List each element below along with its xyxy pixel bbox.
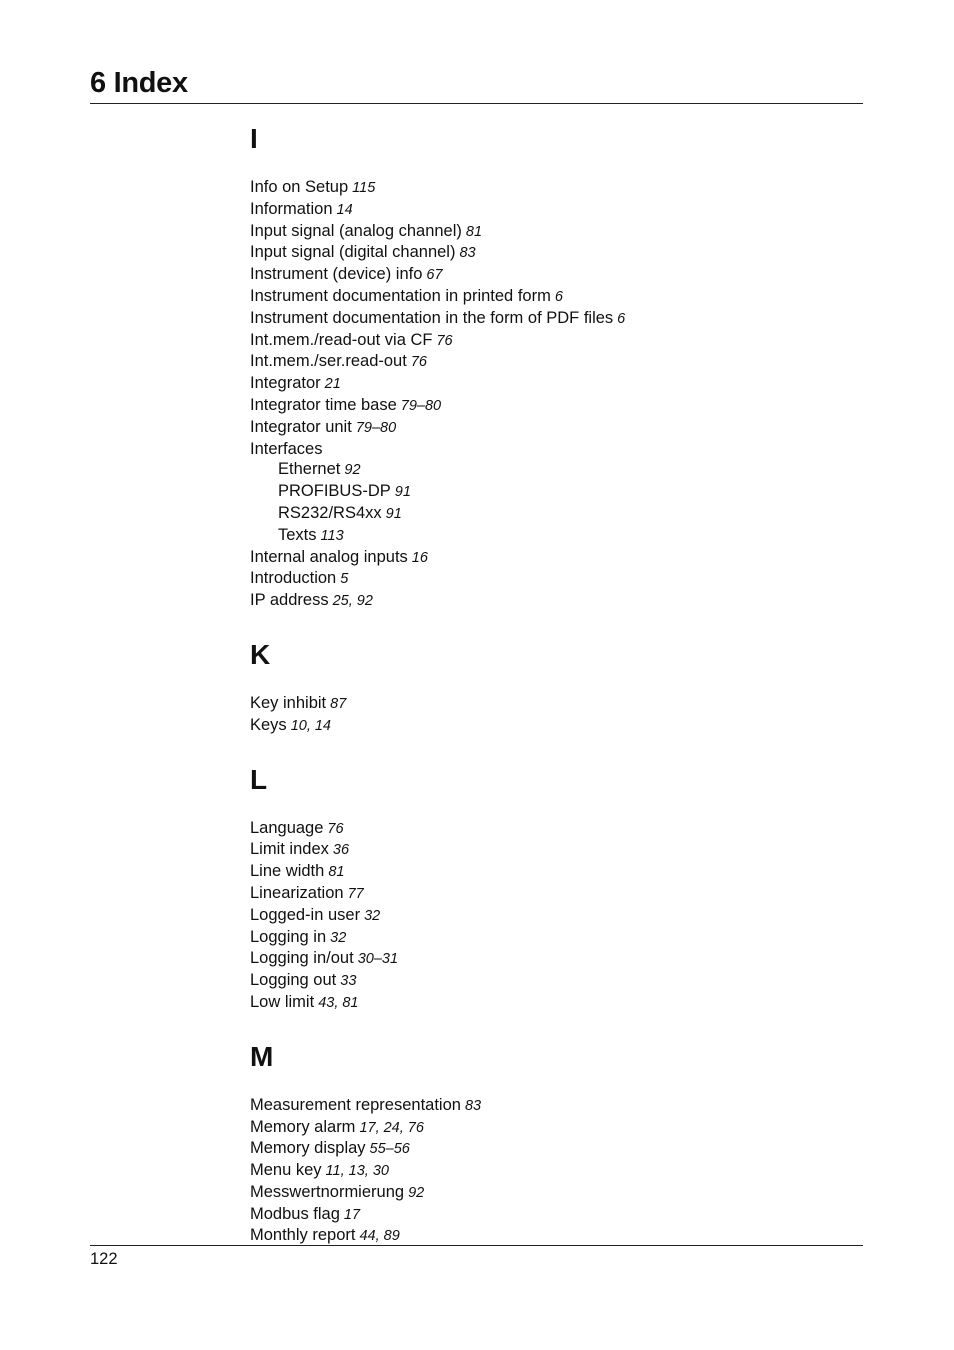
entry-term: Measurement representation: [250, 1095, 461, 1114]
entry-term: Int.mem./read-out via CF: [250, 330, 433, 349]
index-subentry: [250, 459, 850, 481]
entry-term: Instrument (device) info: [250, 265, 423, 284]
index-entry: [250, 439, 850, 460]
index-section-k: [250, 634, 850, 737]
section-letter: I: [250, 123, 258, 154]
index-entry: [250, 417, 850, 439]
entry-term: Memory alarm: [250, 1117, 356, 1136]
entry-term: Int.mem./ser.read-out: [250, 352, 407, 371]
index-entry: [250, 948, 850, 970]
title-divider: [90, 103, 863, 104]
index-entry: [250, 242, 850, 264]
entry-term: Line width: [250, 862, 325, 881]
entry-page-refs[interactable]: 92: [344, 462, 361, 479]
entry-term: Interfaces: [250, 439, 323, 458]
index-entry: [250, 286, 850, 308]
entry-term: Keys: [250, 715, 287, 734]
entry-page-refs[interactable]: 32: [364, 907, 381, 924]
index-entry: [250, 1182, 850, 1204]
index-entry: [250, 590, 850, 612]
index-entry: [250, 861, 850, 883]
index-entry: [250, 177, 850, 199]
entry-page-refs[interactable]: 17: [343, 1206, 361, 1223]
entry-page-refs[interactable]: 6: [617, 310, 626, 327]
entry-term: Internal analog inputs: [250, 547, 408, 566]
entry-page-refs[interactable]: 14: [336, 201, 353, 218]
entry-term: Information: [250, 199, 333, 218]
entry-page-refs[interactable]: 81: [328, 864, 345, 881]
index-entry: [250, 330, 850, 352]
index-entry: [250, 883, 850, 905]
entry-page-refs[interactable]: 91: [385, 505, 402, 522]
index-entry: [250, 927, 850, 949]
index-entry: [250, 373, 850, 395]
entry-term: Input signal (analog channel): [250, 221, 462, 240]
entry-page-refs[interactable]: 36: [332, 842, 350, 859]
index-subentry: [250, 525, 850, 547]
entry-page-refs[interactable]: 11, 13, 30: [325, 1163, 389, 1180]
entry-term: Linearization: [250, 883, 344, 902]
entry-page-refs[interactable]: 6: [554, 288, 563, 305]
entry-term: Logging out: [250, 971, 337, 990]
entry-page-refs[interactable]: 25, 92: [332, 593, 373, 610]
section-letter: K: [250, 638, 271, 670]
entry-page-refs[interactable]: 44, 89: [359, 1228, 400, 1245]
entry-term: Integrator time base: [250, 395, 397, 414]
index-entry: [250, 264, 850, 286]
entry-page-refs[interactable]: 79–80: [355, 419, 397, 436]
entry-page-refs[interactable]: 87: [330, 695, 347, 712]
index-subentry: [250, 481, 850, 503]
index-section-l: [250, 759, 850, 1014]
entry-page-refs[interactable]: 10, 14: [290, 717, 332, 734]
index-entry: [250, 199, 850, 221]
entry-term: Monthly report: [250, 1226, 356, 1245]
entry-term: Messwertnormierung: [250, 1182, 405, 1201]
entry-page-refs[interactable]: 79–80: [400, 397, 442, 414]
entry-term: Introduction: [250, 569, 337, 588]
index-entry: [250, 839, 850, 861]
entry-page-refs[interactable]: 33: [340, 973, 357, 990]
entry-term: Memory display: [250, 1139, 366, 1158]
entry-term: Input signal (digital channel): [250, 243, 456, 262]
entry-term: Logging in: [250, 927, 327, 946]
entry-term: Texts: [278, 525, 317, 544]
index-subentry: [250, 503, 850, 525]
index-entry: [250, 351, 850, 373]
index-entry: [250, 1095, 850, 1117]
entry-page-refs[interactable]: 30–31: [357, 951, 399, 968]
entry-page-refs[interactable]: 77: [347, 885, 364, 902]
index-entry: [250, 395, 850, 417]
index-entry: [250, 1204, 850, 1226]
page-number: 122: [90, 1250, 118, 1268]
entry-page-refs[interactable]: 83: [464, 1097, 482, 1114]
entry-page-refs[interactable]: 16: [411, 549, 428, 566]
entry-term: Integrator: [250, 374, 321, 393]
entry-page-refs[interactable]: 92: [408, 1184, 425, 1201]
index-entry: [250, 547, 850, 569]
footer-divider: [90, 1245, 863, 1246]
index-entry: [250, 970, 850, 992]
entry-term: Instrument documentation in the form of PDF files: [250, 308, 614, 327]
index-entry: [250, 221, 850, 243]
entry-term: Instrument documentation in printed form: [250, 286, 551, 305]
entry-page-refs[interactable]: 115: [352, 180, 376, 196]
index-entry: [250, 1138, 850, 1160]
entry-term: PROFIBUS-DP: [278, 482, 391, 501]
index-entry: [250, 992, 850, 1014]
index-entry: [250, 715, 850, 737]
entry-term: Limit index: [250, 840, 329, 859]
entry-page-refs[interactable]: 83: [459, 245, 476, 262]
entry-page-refs[interactable]: 91: [394, 484, 411, 501]
index-entry: [250, 818, 850, 840]
entry-page-refs[interactable]: 5: [340, 571, 349, 588]
entry-term: IP address: [250, 591, 329, 610]
entry-term: Language: [250, 818, 324, 837]
index-entry: [250, 568, 850, 590]
entry-term: Logging in/out: [250, 949, 354, 968]
entry-page-refs[interactable]: 76: [436, 332, 453, 349]
index-entry: [250, 308, 850, 330]
index-section-i: [250, 118, 850, 612]
chapter-title: 6 Index: [90, 67, 188, 99]
entry-page-refs[interactable]: 55–56: [369, 1141, 410, 1158]
entry-page-refs[interactable]: 76: [410, 354, 427, 371]
entry-term: Logged-in user: [250, 905, 361, 924]
entry-term: Key inhibit: [250, 693, 327, 712]
entry-page-refs[interactable]: 43, 81: [318, 994, 359, 1011]
index-entry: [250, 1160, 850, 1182]
entry-term: Info on Setup: [250, 178, 349, 196]
entry-term: Modbus flag: [250, 1204, 340, 1223]
entry-page-refs[interactable]: 32: [330, 929, 347, 946]
entry-term: Ethernet: [278, 460, 341, 479]
index-entry: [250, 905, 850, 927]
entry-page-refs[interactable]: 113: [320, 527, 344, 544]
section-letter: M: [250, 1040, 274, 1072]
entry-term: Menu key: [250, 1161, 322, 1180]
entry-page-refs[interactable]: 81: [465, 223, 483, 240]
entry-page-refs[interactable]: 76: [327, 820, 344, 837]
index-entry: [250, 1117, 850, 1139]
entry-term: RS232/RS4xx: [278, 503, 382, 522]
entry-page-refs[interactable]: 17, 24, 76: [359, 1119, 424, 1136]
index-entry: [250, 693, 850, 715]
index-entry: [250, 1225, 850, 1247]
section-letter: L: [250, 763, 268, 795]
entry-page-refs[interactable]: 21: [324, 376, 341, 393]
entry-term: Low limit: [250, 992, 315, 1011]
entry-page-refs[interactable]: 67: [426, 267, 443, 284]
entry-term: Integrator unit: [250, 417, 352, 436]
index-list: [250, 118, 850, 1247]
index-section-m: [250, 1036, 850, 1248]
